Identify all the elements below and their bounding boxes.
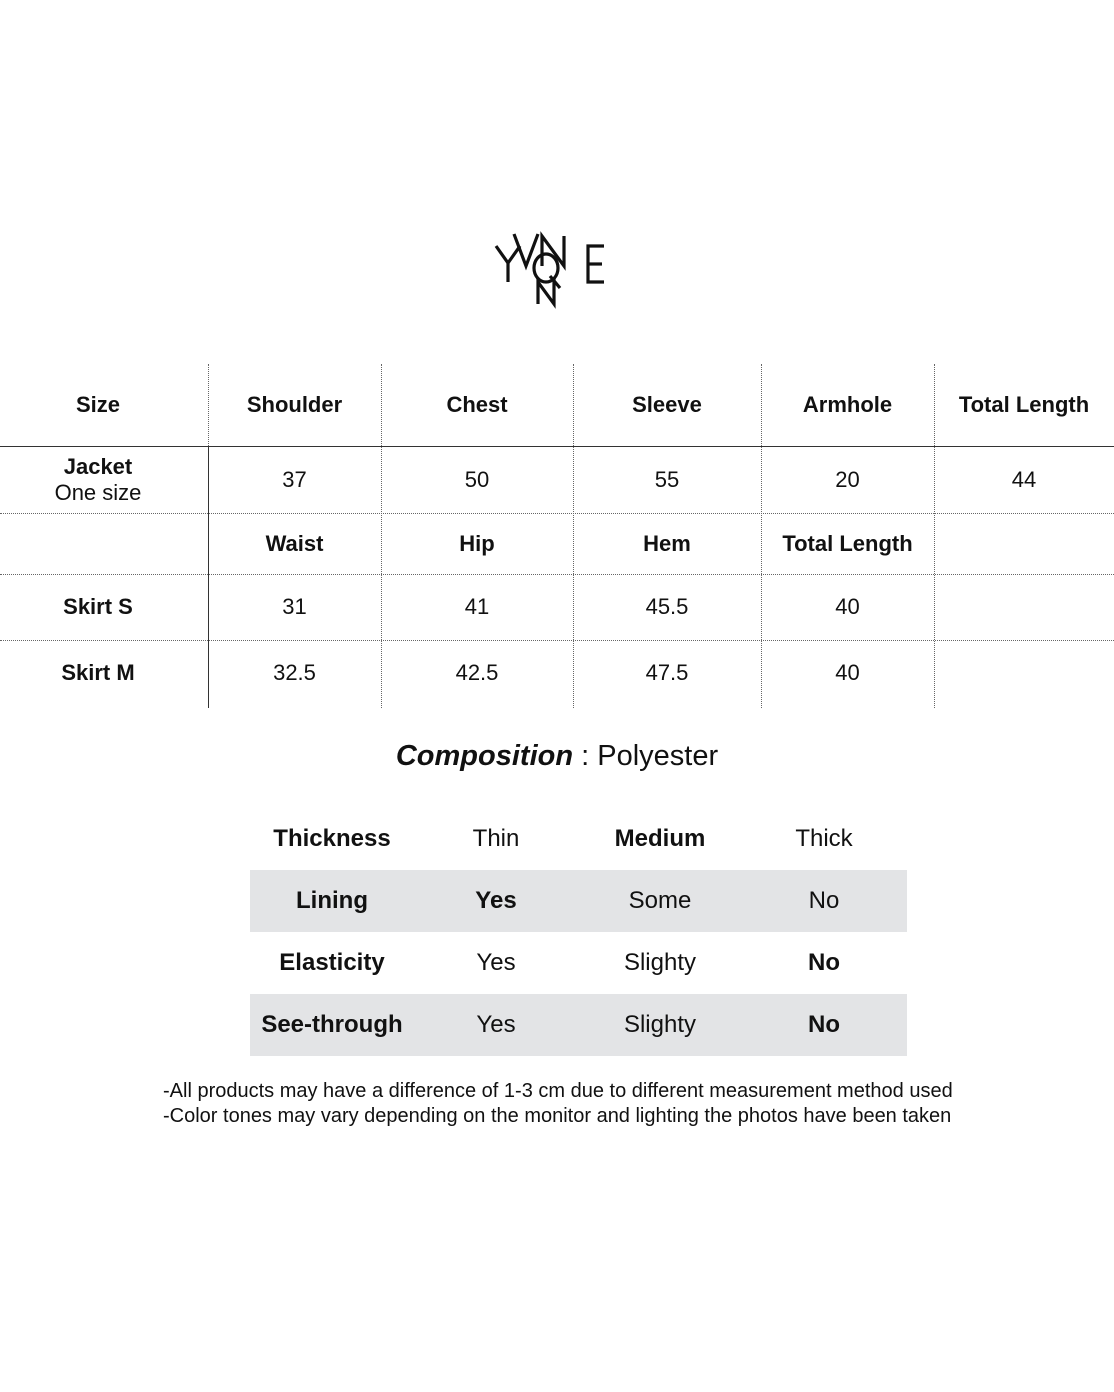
property-option-selected: No [808, 949, 840, 976]
property-option-selected: Yes [475, 887, 517, 914]
brand-logo [490, 226, 614, 310]
property-option: Some [628, 887, 692, 914]
jacket-shoulder: 37 [282, 466, 307, 492]
property-row-elasticity [250, 932, 907, 994]
skirt-s-label: Skirt S [63, 594, 133, 619]
property-row-see-through [250, 994, 907, 1056]
property-option: No [808, 887, 840, 914]
skirt-m-hip: 42.5 [455, 660, 499, 685]
jacket-size: One size [54, 479, 142, 505]
property-row-lining [250, 870, 907, 932]
header-chest: Chest [446, 392, 508, 417]
skirt-m-waist: 32.5 [273, 660, 316, 685]
jacket-name: Jacket [63, 453, 133, 479]
skirt-m-total-length: 40 [835, 660, 860, 685]
header-shoulder: Shoulder [246, 392, 343, 417]
disclaimer-notes [163, 1079, 953, 1129]
property-option: Thin [472, 825, 520, 852]
header-waist: Waist [265, 530, 324, 556]
note-measurement: -All products may have a difference of 1-3 cm due to different measurement method used [163, 1080, 953, 1102]
property-option: Thick [795, 825, 853, 852]
composition-line [0, 740, 1114, 773]
property-option-selected: No [808, 1011, 840, 1038]
property-name: Elasticity [279, 949, 385, 976]
skirt-s-hip: 41 [464, 594, 490, 619]
jacket-chest: 50 [464, 466, 490, 492]
property-name: Lining [296, 887, 368, 914]
property-name: See-through [261, 1011, 403, 1038]
jacket-armhole: 20 [835, 466, 860, 492]
property-option: Yes [476, 1011, 516, 1038]
property-row-thickness [250, 808, 907, 870]
header-skirt-total-length: Total Length [782, 530, 913, 556]
fabric-properties-table [250, 808, 907, 1056]
property-option: Yes [476, 949, 516, 976]
skirt-s-hem: 45.5 [645, 594, 689, 619]
skirt-m-hem: 47.5 [645, 660, 689, 685]
property-option: Slighty [623, 1011, 697, 1038]
jacket-sleeve: 55 [654, 466, 680, 492]
property-option-selected: Medium [614, 825, 706, 852]
header-hip: Hip [459, 530, 495, 556]
size-table [0, 364, 1114, 708]
header-size: Size [75, 392, 121, 417]
property-name: Thickness [273, 825, 391, 852]
skirt-s-total-length: 40 [835, 594, 860, 619]
composition-label: Composition [395, 740, 574, 772]
note-color: -Color tones may vary depending on the monitor and lighting the photos have been taken [163, 1105, 952, 1127]
header-total-length: Total Length [958, 392, 1090, 417]
jacket-label-cell [0, 446, 196, 513]
header-armhole: Armhole [802, 392, 893, 417]
jacket-total-length: 44 [1011, 466, 1037, 492]
skirt-s-waist: 31 [282, 594, 307, 619]
composition-separator: : [573, 740, 598, 772]
header-sleeve: Sleeve [632, 392, 702, 417]
property-option: Slighty [623, 949, 697, 976]
composition-value: Polyester [597, 740, 719, 772]
header-hem: Hem [643, 530, 691, 556]
skirt-m-label: Skirt M [61, 660, 135, 685]
